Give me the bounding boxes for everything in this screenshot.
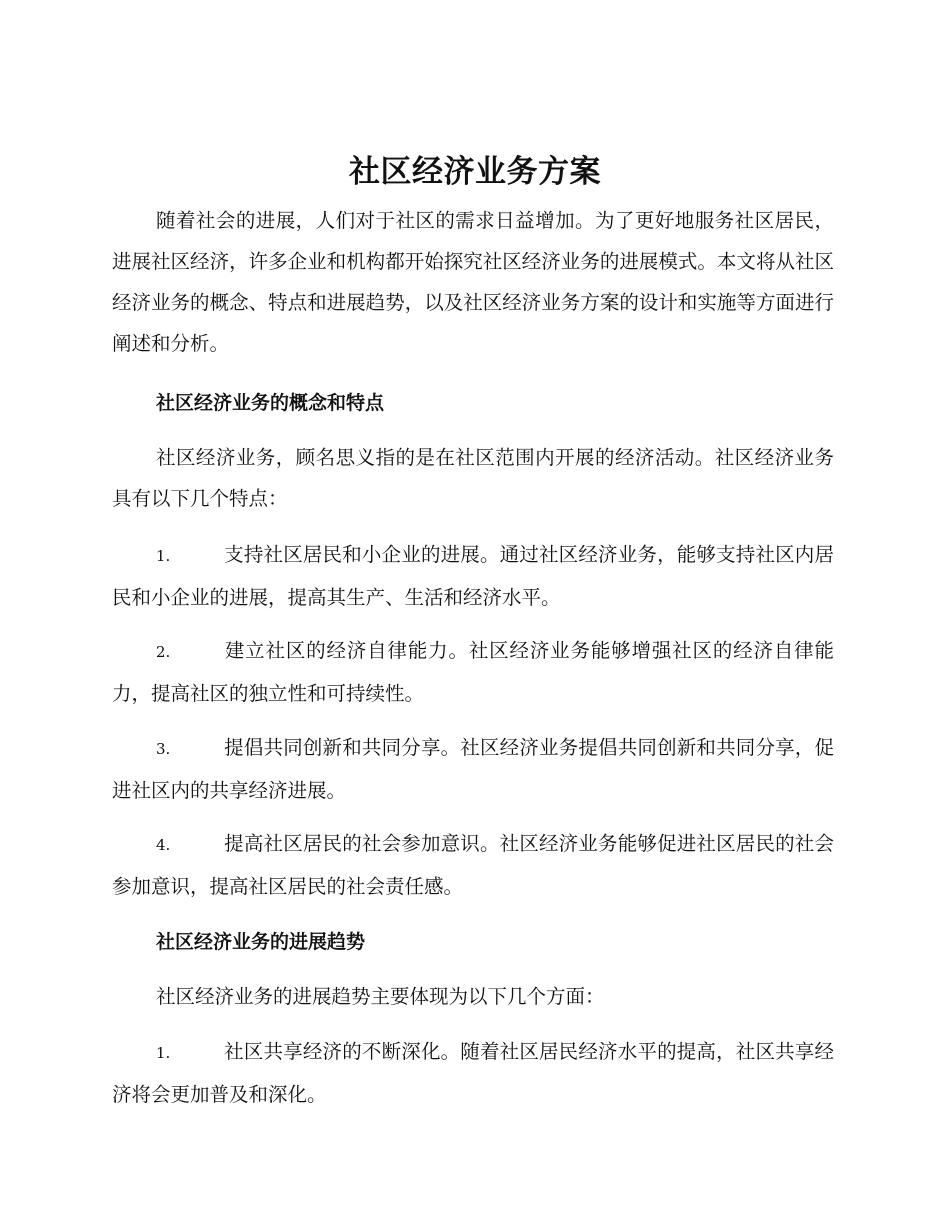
list-item-text: 提倡共同创新和共同分享。社区经济业务提倡共同创新和共同分享，促进社区内的共享经济进展。 — [112, 736, 834, 802]
document-title: 社区经济业务方案 — [349, 154, 601, 190]
section-heading-concept: 社区经济业务的概念和特点 — [156, 392, 385, 414]
list-item-text: 支持社区居民和小企业的进展。通过社区经济业务，能够支持社区内居民和小企业的进展，提高其生产、生活和经济水平。 — [112, 543, 834, 609]
list-item-number: 3. — [156, 740, 171, 758]
list-item — [112, 823, 834, 907]
list-item — [112, 534, 834, 618]
list-item-number: 1. — [156, 547, 171, 565]
list-item-text: 社区共享经济的不断深化。随着社区居民经济水平的提高，社区共享经济将会更加普及和深化。 — [112, 1040, 834, 1106]
list-item-number: 2. — [156, 643, 171, 661]
section-paragraph-concept: 社区经济业务，顾名思义指的是在社区范围内开展的经济活动。社区经济业务具有以下几个特点： — [112, 446, 834, 510]
list-item — [112, 630, 834, 714]
list-item-text: 建立社区的经济自律能力。社区经济业务能够增强社区的经济自律能力，提高社区的独立性和可持续性。 — [112, 639, 834, 705]
list-item-number: 4. — [156, 836, 171, 854]
list-item — [112, 1031, 834, 1115]
list-item-number: 1. — [156, 1044, 171, 1062]
section-paragraph-trends: 社区经济业务的进展趋势主要体现为以下几个方面： — [156, 985, 605, 1008]
list-item — [112, 727, 834, 811]
list-item-text: 提高社区居民的社会参加意识。社区经济业务能够促进社区居民的社会参加意识，提高社区居民的社会责任感。 — [112, 832, 834, 898]
intro-paragraph: 随着社会的进展，人们对于社区的需求日益增加。为了更好地服务社区居民，进展社区经济，许多企业和机构都开始探究社区经济业务的进展模式。本文将从社区经济业务的概念、特点和进展趋势，以及社区经济业务方案的设计和实施等方面进行阐述和分析。 — [112, 209, 834, 355]
section-heading-trends: 社区经济业务的进展趋势 — [156, 931, 366, 953]
